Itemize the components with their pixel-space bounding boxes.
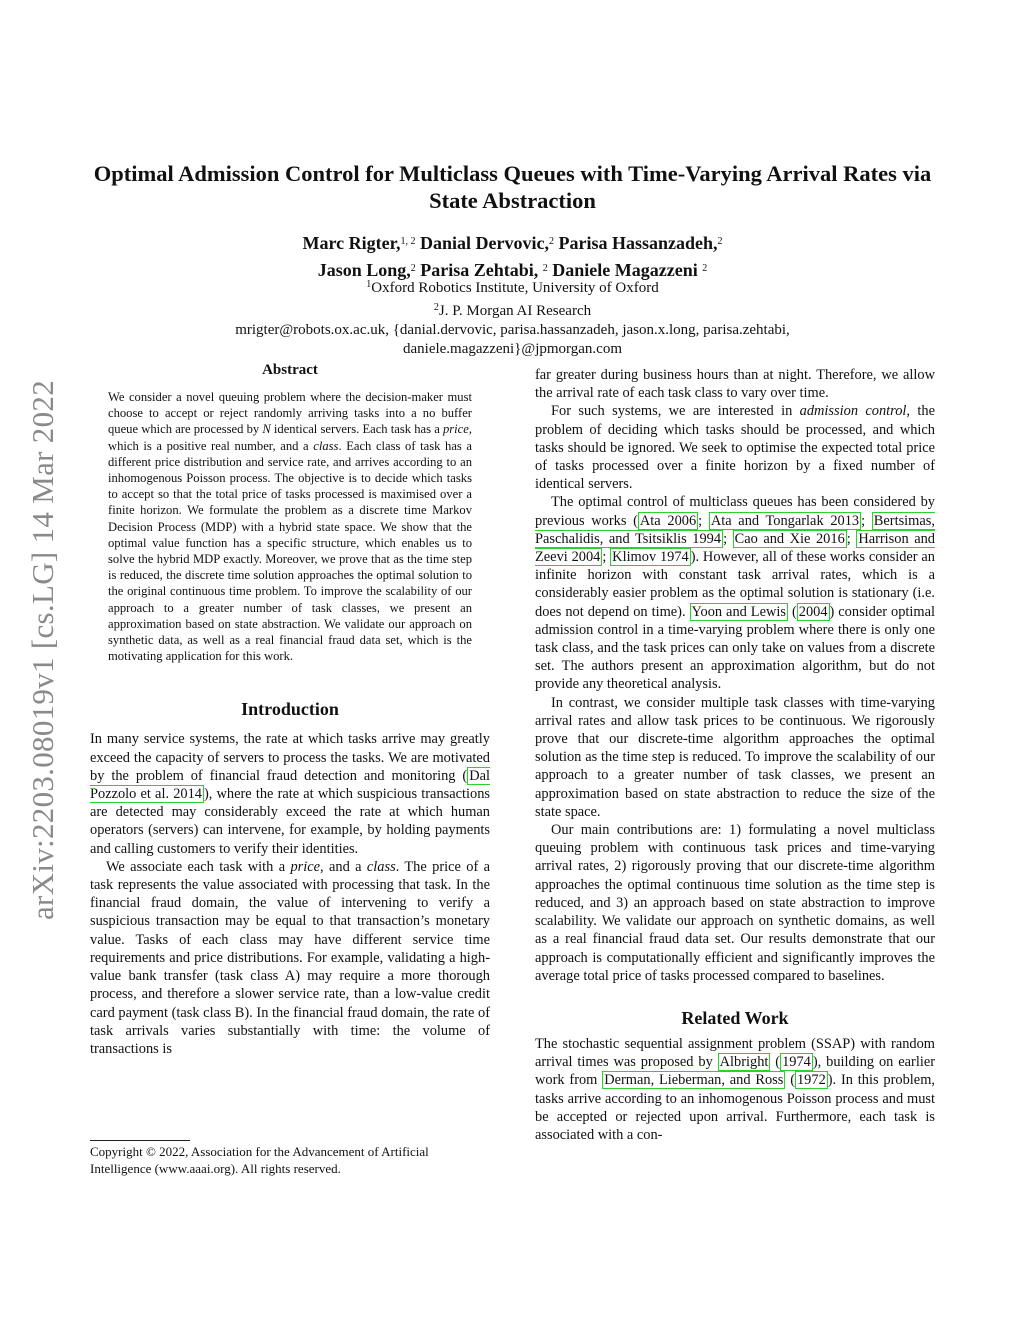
author-affil-mark: 2 <box>542 263 548 274</box>
author-name: Marc Rigter, <box>302 233 401 253</box>
citation-link[interactable]: 1972 <box>796 1072 826 1089</box>
affiliation-1: $^1$Oxford Robotics Institute, University of Oxford <box>366 279 659 296</box>
right-column <box>535 366 935 1144</box>
footnote-rule <box>90 1140 190 1141</box>
author-name: Parisa Hassanzadeh, <box>553 233 718 253</box>
citation-link[interactable]: Derman, Lieberman, and Ross <box>604 1072 784 1089</box>
paragraph-continuation: far greater during business hours than at night. Therefore, we allow the arrival rate of each task class to vary over time. <box>535 367 935 402</box>
affiliations <box>90 275 935 359</box>
email-line-1: mrigter@robots.ox.ac.uk, {danial.dervovic, parisa.hassanzadeh, jason.x.long, parisa.zehtabi, <box>235 322 790 338</box>
abstract-heading: Abstract <box>262 362 318 378</box>
paragraph-prior-work: The optimal control of multiclass queues has been considered by previous works ( Ata 2006 ; Ata and Tongarlak 2013 ; Bertsimas, Paschalidis, and Tsitsiklis 1994 ; Cao and Xie 2016 ; Harrison and Zeevi 2004 ; Klimov 1974 ). However, all of these works consider an infinite horizon with constant task arrival rates, which is a considerably easier problem as the optimal solution is stationary (i.e. does not depend on time). Yoon and Lewis ( 2004 ) consider optimal admission control in a time-varying problem where there is only one task class, and the task prices can only take on values from a discrete set. The authors present an approximation algorithm, but do not provide any theoretical analysis. <box>535 494 935 693</box>
related-work-heading: Related Work <box>681 1007 789 1028</box>
paragraph-contributions: Our main contributions are: 1) formulating a novel multiclass queuing problem with continuous task prices and time-varying arrival rates, 2) rigorously proving that our discrete-time algorithm approaches the optimal continuous time solution as the time step is reduced, and 3) an approach based on state abstraction to improve scalability. We validate our approach on synthetic domains, as well as a real financial fraud data set. Our results demonstrate that our approach is computationally efficient and significantly improves the average total price of tasks processed compared to baselines. <box>535 822 935 984</box>
citation-link[interactable]: Ata 2006 <box>639 512 697 529</box>
citation-link[interactable]: Dal Pozzolo et al. 2014 <box>90 767 490 803</box>
citation-link[interactable]: 2004 <box>798 603 828 620</box>
intro-paragraph-1: In many service systems, the rate at which tasks arrive may greatly exceed the capacity of servers to process the tasks. We are motivated by the problem of financial fraud detection and monitoring ( Dal Pozzolo et al. 2014 ), where the rate at which suspicious transactions are detected may considerably exceed the rate at which human operators (servers) can intervene, for example, by holding payments and calling customers to verify their identities. <box>90 731 490 857</box>
citation-link[interactable]: Albright <box>719 1054 769 1071</box>
intro-paragraph-2: We associate each task with a price, and a class. The price of a task represents the value associated with processing that task. In the financial fraud domain, the value of intervening to verify a suspicious transaction may be equal to that transaction’s monetary value. Tasks of each class may have different service time requirements and price distributions. For example, validating a high-value bank transfer (task class A) may require a more thorough process, and therefore a slower service rate, than a low-value credit card payment (task class B). In the financial fraud domain, the rate of task arrivals varies substantially with time: the volume of transactions is <box>90 858 490 1057</box>
citation-link[interactable]: Bertsimas, Paschalidis, and Tsitsiklis 1994 <box>535 512 935 547</box>
affiliation-2: $^2$J. P. Morgan AI Research <box>433 302 592 319</box>
author-affil-mark: 2 <box>548 236 554 247</box>
author-affil-mark: 1, 2 <box>400 236 416 247</box>
citation-link[interactable]: Klimov 1974 <box>612 549 689 566</box>
introduction-heading: Introduction <box>241 699 339 720</box>
author-affil-mark: 2 <box>410 263 416 274</box>
paper-title: Optimal Admission Control for Multiclass Queues with Time-Varying Arrival Rates via State Abstraction <box>93 161 932 213</box>
arxiv-sidebar <box>18 350 68 950</box>
author-line-1 <box>90 229 935 256</box>
paragraph-related-work: The stochastic sequential assignment problem (SSAP) with random arrival times was proposed by Albright ( 1974 ), building on earlier work from Derman, Lieberman, and Ross ( 1972 ). In this problem, tasks arrive according to an inhomogenous Poisson process and must be accepted or rejected upon arrival. Furthermore, each task is associated with a con- <box>535 1035 936 1143</box>
abstract-text: We consider a novel queuing problem where the decision-maker must choose to accept or reject randomly arriving tasks into a no buffer queue which are processed by N identical servers. Each task has a price, which is a positive real number, and a class. Each class of task has a different price distribution and service rate, and arrives according to an inhomogenous Poisson process. The objective is to decide which tasks to accept so that the total price of tasks processed is maximised over a finite horizon. We formulate the problem as a discrete time Markov Decision Process (MDP) with a hybrid state space. We show that the optimal value function has a specific structure, which enables us to solve the hybrid MDP exactly. Moreover, we prove that as the time step is reduced, the discrete time solution approaches the optimal solution to the original continuous time problem. To improve the scalability of our approach to a greater number of task classes, we present an approximation based on state abstraction. We validate our approach on synthetic data, as well as a real financial fraud data set, which is the motivating application for this work. <box>108 390 473 664</box>
left-column <box>90 362 490 1058</box>
author-name: Daniele Magazzeni <box>547 260 703 280</box>
citation-link[interactable]: Ata and Tongarlak 2013 <box>710 512 860 529</box>
email-line-2: daniele.magazzeni}@jpmorgan.com <box>403 341 622 357</box>
author-name: Parisa Zehtabi, <box>415 260 543 280</box>
citation-link[interactable]: Cao and Xie 2016 <box>734 530 845 547</box>
paragraph-admission-control: For such systems, we are interested in admission control, the problem of deciding which tasks should be processed, and which tasks should be ignored. We seek to optimise the expected total price of tasks processed over a finite horizon by a fixed number of identical servers. <box>535 403 935 493</box>
author-name: Danial Dervovic, <box>415 233 549 253</box>
copyright-footnote: Copyright © 2022, Association for the Advancement of Artificial Intelligence (www.aaai.org). All rights reserved. <box>90 1144 429 1176</box>
citation-link[interactable]: 1974 <box>782 1054 811 1071</box>
author-affil-mark: 2 <box>702 263 708 274</box>
author-name: Jason Long, <box>317 260 411 280</box>
arxiv-identifier: arXiv:2203.08019v1 [cs.LG] 14 Mar 2022 <box>25 379 60 921</box>
citation-link[interactable]: Harrison and Zeevi 2004 <box>535 530 935 566</box>
citation-link[interactable]: Yoon and Lewis <box>691 603 786 620</box>
author-affil-mark: 2 <box>717 236 723 247</box>
paragraph-contrast: In contrast, we consider multiple task classes with time-varying arrival rates and allow task prices to be continuous. We rigorously prove that our discrete-time algorithm approaches the optimal solution as the time step is reduced. To improve the scalability of our approach to a greater number of task classes, we present an approximation based on state abstraction to reduce the size of the state space. <box>535 694 935 820</box>
